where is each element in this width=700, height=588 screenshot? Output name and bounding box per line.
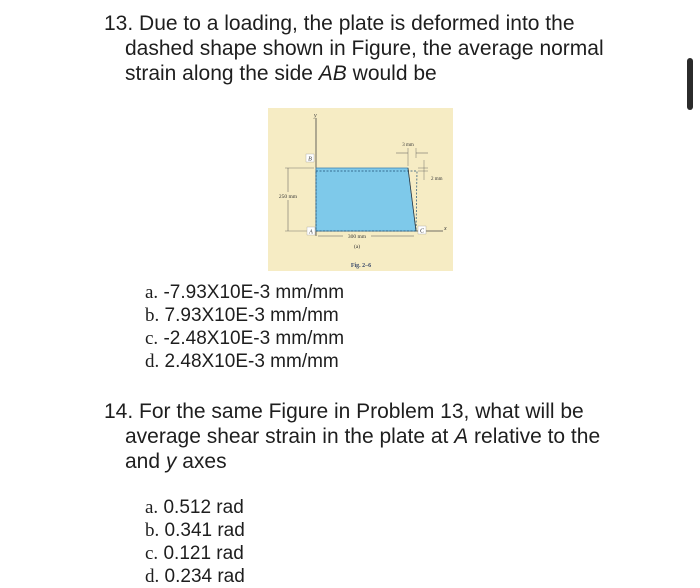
question-13-number: 13. <box>104 12 134 35</box>
figure-caption: Fig. 2–6 <box>350 263 372 269</box>
question-13-line-3 <box>125 62 437 86</box>
right-dimension-label: 2 mm <box>431 177 443 182</box>
q13-option-a[interactable] <box>145 282 344 304</box>
figure-2-6 <box>268 108 453 271</box>
q13-option-c-text: -2.48X10E-3 mm/mm <box>163 328 345 349</box>
q13-option-b-text: 7.93X10E-3 mm/mm <box>164 305 339 326</box>
q14-option-c-letter: c. <box>145 543 159 564</box>
q14-option-d-letter: d. <box>145 566 160 587</box>
q13-option-a-letter: a. <box>145 282 159 303</box>
question-13-side-ab: AB <box>318 62 347 85</box>
q13-option-c[interactable] <box>145 328 344 350</box>
plate <box>316 168 416 231</box>
question-14-line-1 <box>104 400 584 424</box>
question-13-text-3b: would be <box>346 62 437 85</box>
figure-svg <box>268 108 453 271</box>
q14-option-a-letter: a. <box>145 497 159 518</box>
question-14-y-axis: y <box>165 450 177 473</box>
q13-option-d[interactable] <box>145 351 339 373</box>
height-dimension-label: 250 mm <box>278 194 298 200</box>
subfigure-label: (a) <box>353 244 361 250</box>
question-13-text-3a: strain along the side <box>125 62 319 85</box>
q14-option-b[interactable] <box>145 520 245 542</box>
question-14-line-2 <box>125 425 600 449</box>
q14-option-c-text: 0.121 rad <box>163 543 244 564</box>
y-axis-label: y <box>314 113 317 119</box>
q14-option-a[interactable] <box>145 497 244 519</box>
question-14-text-2b: relative to the <box>468 425 601 448</box>
question-14-number: 14. <box>104 400 134 423</box>
q13-option-a-text: -7.93X10E-3 mm/mm <box>163 282 345 303</box>
q13-option-b-letter: b. <box>145 305 160 326</box>
q14-option-b-text: 0.341 rad <box>164 520 245 541</box>
q14-option-b-letter: b. <box>145 520 160 541</box>
question-14-text-1: For the same Figure in Problem 13, what will be <box>139 400 584 423</box>
point-c-label: C <box>419 228 425 235</box>
q13-option-d-letter: d. <box>145 351 160 372</box>
top-dimension-label: 3 mm <box>402 143 414 148</box>
q14-option-a-text: 0.512 rad <box>163 497 244 518</box>
question-13-text-1: Due to a loading, the plate is deformed into the <box>139 12 575 35</box>
width-dimension-label: 300 mm <box>347 234 367 240</box>
question-13-line-2: dashed shape shown in Figure, the average normal <box>125 37 604 60</box>
question-14-text-3a: and <box>125 450 166 473</box>
q14-option-d[interactable] <box>145 566 245 588</box>
x-axis-label: x <box>444 226 447 232</box>
q14-option-c[interactable] <box>145 543 244 565</box>
scrollbar-thumb[interactable] <box>687 58 693 110</box>
q13-option-b[interactable] <box>145 305 339 327</box>
question-14-text-2a: average shear strain in the plate at <box>125 425 455 448</box>
q13-option-c-letter: c. <box>145 328 159 349</box>
point-b-label: B <box>308 156 312 163</box>
question-14-line-3 <box>125 450 227 474</box>
q13-option-d-text: 2.48X10E-3 mm/mm <box>164 351 339 372</box>
question-13-line-1 <box>104 12 575 36</box>
question-14-text-3b: axes <box>176 450 227 473</box>
question-14-point-a: A <box>454 425 469 448</box>
point-a-label: A <box>309 229 313 236</box>
q14-option-d-text: 0.234 rad <box>164 566 245 587</box>
